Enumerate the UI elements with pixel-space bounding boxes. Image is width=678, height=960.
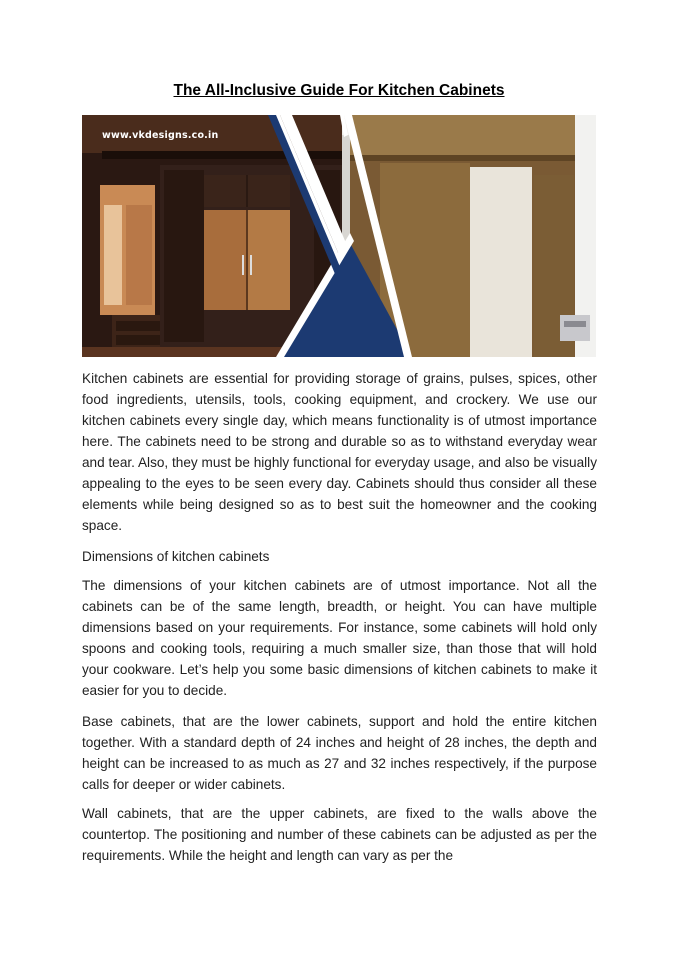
intro-paragraph: Kitchen cabinets are essential for providing storage of grains, pulses, spices, other food ingredients, utensils, tools, cooking equipment, and crockery. We use our kitchen cabinets every single day, which means functionality is of utmost importance here. The cabinets need to be strong and durable so as to withstand everyday wear and tear. Also, they must be highly functional for everyday usage, and also be visually appealing to the eyes to be seen every day. Cabinets should thus consider all these elements while being designed so as to best suit the homeowner and the cooking space.: [82, 371, 597, 533]
section-heading: Dimensions of kitchen cabinets: [82, 549, 270, 564]
dimensions-paragraph: The dimensions of your kitchen cabinets are of utmost importance. Not all the cabinets can be of the same length, breadth, or height. You can have multiple dimensions based on your requirements. For instance, some cabinets will hold only spoons and cooking tools, requiring a much smaller size, than those that will hold your cookware. Let’s help you some basic dimensions of kitchen cabinets to make it easier for you to decide.: [82, 578, 597, 698]
cream-panel: [470, 167, 532, 357]
wardrobe-panel-left: [204, 210, 246, 310]
base-cabinets-paragraph: Base cabinets, that are the lower cabinets, support and hold the entire kitchen together. With a standard depth of 24 inches and height of 28 inches, the depth and height can be increased to as much as 27 and 32 inches respectively, if the purpose calls for deeper or wider cabinets.: [82, 714, 597, 792]
hero-illustration: [82, 115, 596, 357]
document-title: The All-Inclusive Guide For Kitchen Cabinets: [173, 82, 505, 99]
wall-cabinets-paragraph: Wall cabinets, that are the upper cabinets, are fixed to the walls above the countertop. The positioning and number of these cabinets can be adjusted as per the requirements. While the height and length can vary as per the: [82, 806, 597, 863]
watermark-text: www.vkdesigns.co.in: [102, 130, 219, 141]
appliance: [560, 315, 590, 341]
hero-image: [82, 115, 596, 357]
wardrobe-panel-right: [248, 210, 290, 310]
